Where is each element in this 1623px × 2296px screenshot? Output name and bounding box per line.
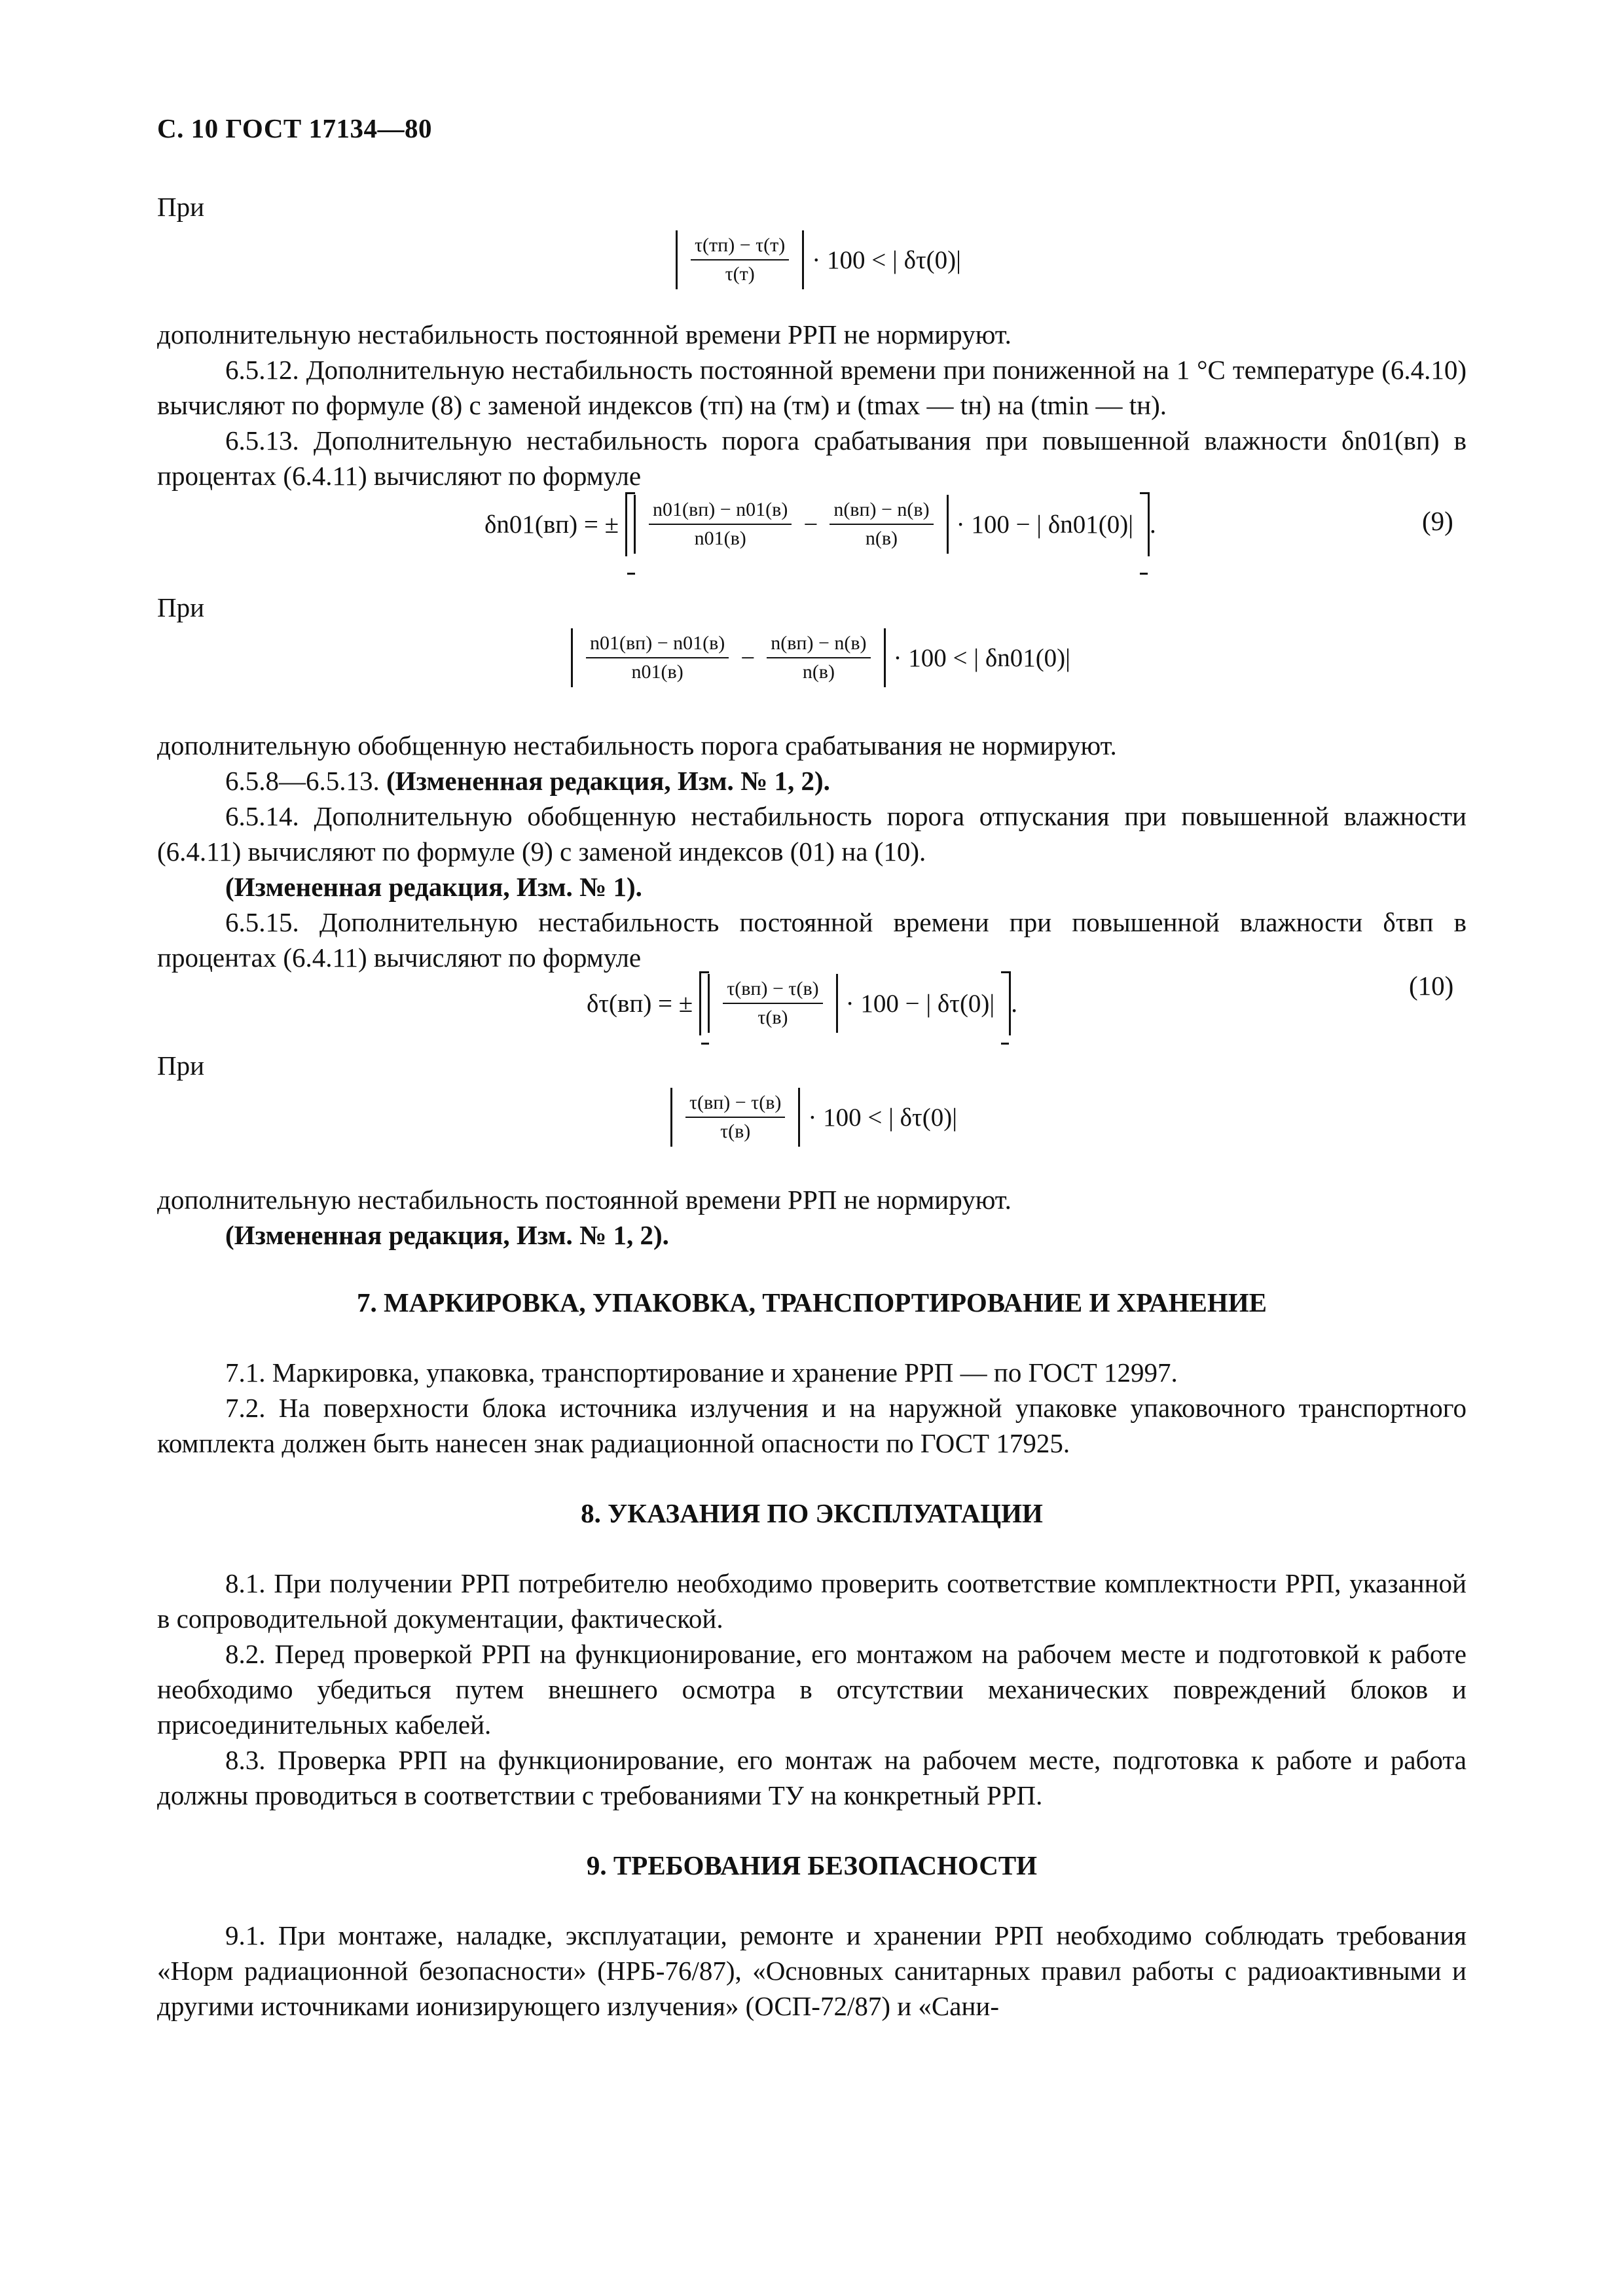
paragraph-6-5-15: 6.5.15. Дополнительную нестабильность постоянной времени при повышенной влажности δτвп в процентах (6.4.11) вычисляют по формуле (157, 907, 1467, 973)
abs-bars (676, 230, 804, 289)
formula-end: . (1150, 510, 1156, 539)
formula-lhs: δτ(вп) = ± (587, 989, 693, 1018)
fraction-numerator: τ(вп) − τ(в) (723, 978, 822, 1004)
pri-label: При (157, 1050, 205, 1081)
minus-sign: − (803, 510, 818, 539)
fraction (691, 234, 789, 285)
amendment-note: (Измененная редакция, Изм. № 1, 2). (225, 1220, 669, 1250)
fraction-numerator: n01(вп) − n01(в) (649, 499, 792, 525)
fraction (649, 499, 792, 550)
formula-tail: · 100 < | δn01(0)| (893, 643, 1070, 672)
formula-tail: · 100 − | δn01(0)| (956, 510, 1134, 539)
paragraph-8-3: 8.3. Проверка РРП на функционирование, его монтаж на рабочем месте, подготовка к работе и работа должны проводиться в соответствии с требованиями ТУ на конкретный РРП. (157, 1745, 1467, 1810)
amendment-note: (Измененная редакция, Изм. № 1, 2). (386, 766, 830, 796)
formula-end: . (1011, 989, 1017, 1018)
formula-9 (484, 492, 1156, 556)
section-heading-7: 7. МАРКИРОВКА, УПАКОВКА, ТРАНСПОРТИРОВАНИЕ И ХРАНЕНИЕ (356, 1287, 1267, 1318)
fraction-numerator: n(вп) − n(в) (830, 499, 933, 525)
page-header: С. 10 ГОСТ 17134—80 (157, 113, 433, 143)
section-ref: 6.5.8—6.5.13. (225, 766, 380, 796)
paragraph: дополнительную нестабильность постоянной времени РРП не нормируют. (157, 319, 1012, 350)
paragraph-6-5-13: 6.5.13. Дополнительную нестабильность порога срабатывания при повышенной влажности δn01(вп) в процентах (6.4.11) вычисляют по формуле (157, 425, 1467, 491)
fraction (767, 632, 870, 683)
formula-9-condition (571, 628, 1078, 687)
formula-10 (587, 971, 1017, 1035)
fraction (586, 632, 729, 683)
paragraph-amendment (157, 763, 1467, 798)
fraction-denominator: τ(в) (720, 1121, 751, 1142)
fraction (685, 1092, 785, 1143)
formula-tail: · 100 < | δτ(0)| (808, 1103, 958, 1132)
abs-bars (634, 495, 949, 554)
fraction-denominator: τ(т) (725, 263, 755, 285)
equation-number-10: (10) (1409, 971, 1454, 1001)
pri-label: При (157, 192, 205, 222)
minus-sign: − (740, 643, 756, 672)
abs-bars (571, 628, 886, 687)
paragraph-6-5-14: 6.5.14. Дополнительную обобщенную нестабильность порога отпускания при повышенной влажности (6.4.11) вычисляют по формуле (9) с заменой индексов (01) на (10). (157, 801, 1467, 867)
section-heading-8: 8. УКАЗАНИЯ ПО ЭКСПЛУАТАЦИИ (581, 1498, 1043, 1528)
paragraph: дополнительную обобщенную нестабильность порога срабатывания не нормируют. (157, 730, 1117, 761)
paragraph-9-1: 9.1. При монтаже, наладке, эксплуатации, ремонте и хранении РРП необходимо соблюдать требования «Норм радиационной безопасности» (НРБ-76/87), «Основных санитарных правил работы с радиоактивными и другими источниками ионизирующего излучения» (ОСП-72/87) и «Сани- (157, 1920, 1467, 2021)
paragraph-8-1: 8.1. При получении РРП потребителю необходимо проверить соответствие комплектности РРП, указанной в сопроводительной документации, фактической. (157, 1568, 1467, 1634)
abs-bars (708, 974, 837, 1033)
bracket (625, 492, 1150, 556)
fraction (723, 978, 822, 1029)
formula-tail: · 100 < | δτ(0)| (812, 245, 961, 274)
formula-10-condition (670, 1088, 965, 1147)
equation-number-9: (9) (1422, 506, 1453, 536)
fraction-numerator: n01(вп) − n01(в) (586, 632, 729, 658)
fraction-denominator: τ(в) (757, 1007, 788, 1028)
paragraph-6-5-12: 6.5.12. Дополнительную нестабильность постоянной времени при пониженной на 1 °С температуре (6.4.10) вычисляют по формуле (8) с заменой индексов (тп) на (тм) и (tmax — tн) на (tmin — tн). (157, 355, 1467, 420)
bracket (699, 971, 1011, 1035)
formula-lhs: δn01(вп) = ± (484, 510, 619, 539)
section-heading-9: 9. ТРЕБОВАНИЯ БЕЗОПАСНОСТИ (586, 1850, 1038, 1880)
amendment-note: (Измененная редакция, Изм. № 1). (225, 872, 642, 902)
fraction-numerator: n(вп) − n(в) (767, 632, 870, 658)
abs-bars (670, 1088, 800, 1147)
fraction-denominator: n(в) (802, 661, 835, 683)
fraction-denominator: n01(в) (631, 661, 684, 683)
paragraph-7-1: 7.1. Маркировка, упаковка, транспортирование и хранение РРП — по ГОСТ 12997. (225, 1357, 1178, 1388)
fraction-denominator: n01(в) (694, 528, 746, 549)
paragraph: дополнительную нестабильность постоянной времени РРП не нормируют. (157, 1185, 1012, 1215)
paragraph-7-2: 7.2. На поверхности блока источника излучения и на наружной упаковке упаковочного транспортного комплекта должен быть нанесен знак радиационной опасности по ГОСТ 17925. (157, 1393, 1467, 1458)
pri-label: При (157, 592, 205, 622)
fraction-denominator: n(в) (865, 528, 898, 549)
paragraph-8-2: 8.2. Перед проверкой РРП на функционирование, его монтажом на рабочем месте и подготовкой к работе необходимо убедиться путем внешнего осмотра в отсутствии механических повреждений блоков и присоединительных кабелей. (157, 1639, 1467, 1740)
fraction-numerator: τ(вп) − τ(в) (685, 1092, 785, 1118)
fraction-numerator: τ(тп) − τ(т) (691, 234, 789, 260)
formula-tau-condition (676, 230, 969, 289)
formula-tail: · 100 − | δτ(0)| (845, 989, 995, 1018)
fraction (830, 499, 933, 550)
